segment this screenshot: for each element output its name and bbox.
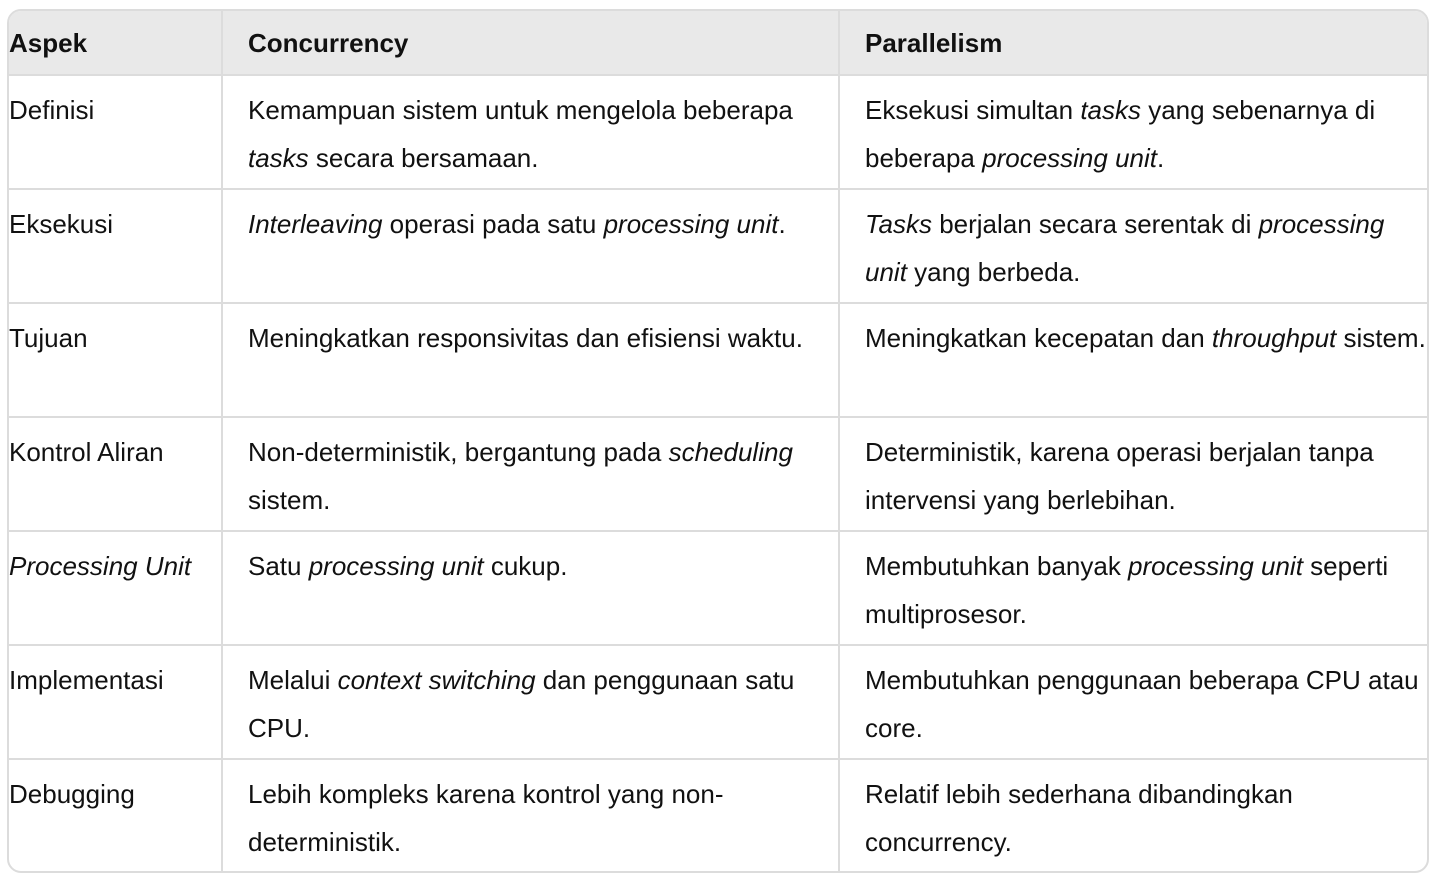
cell-text: Membutuhkan penggunaan beberapa CPU atau core.: [865, 665, 1419, 743]
italic-term: tasks: [1080, 95, 1141, 125]
cell-aspek: [9, 189, 222, 303]
cell-text: secara bersamaan.: [308, 143, 539, 173]
cell-aspek: [9, 759, 222, 873]
table-row: [9, 759, 1427, 873]
cell-parallelism: [839, 645, 1427, 759]
comparison-table: [9, 11, 1427, 873]
table-row: [9, 645, 1427, 759]
italic-term: processing unit: [982, 143, 1157, 173]
cell-concurrency: [222, 417, 839, 531]
cell-text: Kontrol Aliran: [9, 437, 164, 467]
table-row: [9, 303, 1427, 417]
table-row: [9, 75, 1427, 189]
cell-parallelism: [839, 303, 1427, 417]
cell-text: Lebih kompleks karena kontrol yang non-deterministik.: [248, 779, 724, 857]
cell-text: Kemampuan sistem untuk mengelola beberapa: [248, 95, 793, 125]
cell-text: sistem.: [248, 485, 331, 515]
cell-parallelism: [839, 531, 1427, 645]
table-body: [9, 75, 1427, 873]
cell-text: sistem.: [1336, 323, 1426, 353]
cell-text: Meningkatkan responsivitas dan efisiensi waktu.: [248, 323, 803, 353]
italic-term: processing unit: [865, 209, 1385, 287]
table-row: [9, 531, 1427, 645]
italic-term: Interleaving: [248, 209, 383, 239]
cell-text: Eksekusi simultan: [865, 95, 1081, 125]
cell-text: .: [1157, 143, 1165, 173]
cell-concurrency: [222, 75, 839, 189]
italic-term: scheduling: [668, 437, 793, 467]
header-row: [9, 11, 1427, 75]
italic-term: Tasks: [865, 209, 932, 239]
cell-aspek: [9, 417, 222, 531]
table-row: [9, 189, 1427, 303]
cell-text: Non-deterministik, bergantung pada: [248, 437, 669, 467]
cell-parallelism: [839, 417, 1427, 531]
cell-concurrency: [222, 303, 839, 417]
cell-aspek: [9, 531, 222, 645]
cell-text: Eksekusi: [9, 209, 114, 239]
cell-text: Tujuan: [9, 323, 88, 353]
cell-parallelism: [839, 759, 1427, 873]
table-row: [9, 417, 1427, 531]
cell-text: seperti multiprosesor.: [865, 551, 1389, 629]
cell-text: Satu: [248, 551, 309, 581]
italic-term: tasks: [248, 143, 309, 173]
cell-parallelism: [839, 75, 1427, 189]
cell-text: Membutuhkan banyak: [865, 551, 1129, 581]
italic-term: processing unit: [308, 551, 484, 581]
cell-concurrency: [222, 189, 839, 303]
cell-aspek: [9, 645, 222, 759]
cell-text: cukup.: [483, 551, 568, 581]
cell-text: yang sebenarnya di beberapa: [865, 95, 1376, 173]
cell-text: dan penggunaan satu CPU.: [248, 665, 795, 743]
cell-concurrency: [222, 759, 839, 873]
header-concurrency: Concurrency: [222, 11, 839, 75]
cell-text: Debugging: [9, 779, 135, 809]
header-parallelism: Parallelism: [839, 11, 1427, 75]
italic-term: processing unit: [603, 209, 779, 239]
cell-aspek: [9, 75, 222, 189]
cell-parallelism: [839, 189, 1427, 303]
cell-text: Implementasi: [9, 665, 164, 695]
cell-text: berjalan secara serentak di: [931, 209, 1259, 239]
cell-aspek: [9, 303, 222, 417]
cell-text: Deterministik, karena operasi berjalan tanpa intervensi yang berlebihan.: [865, 437, 1374, 515]
cell-concurrency: [222, 645, 839, 759]
cell-text: Melalui: [248, 665, 338, 695]
cell-text: Relatif lebih sederhana dibandingkan concurrency.: [865, 779, 1293, 857]
italic-term: throughput: [1211, 323, 1337, 353]
header-aspek: Aspek: [9, 11, 222, 75]
table-header: [9, 11, 1427, 75]
comparison-table-container: [7, 9, 1429, 873]
italic-term: context switching: [337, 665, 536, 695]
cell-text: .: [778, 209, 786, 239]
cell-text: Meningkatkan kecepatan dan: [865, 323, 1212, 353]
cell-text: Definisi: [9, 95, 95, 125]
cell-text: operasi pada satu: [382, 209, 604, 239]
cell-concurrency: [222, 531, 839, 645]
cell-text: yang berbeda.: [906, 257, 1081, 287]
italic-term: processing unit: [1128, 551, 1303, 581]
italic-term: Processing Unit: [9, 551, 192, 581]
